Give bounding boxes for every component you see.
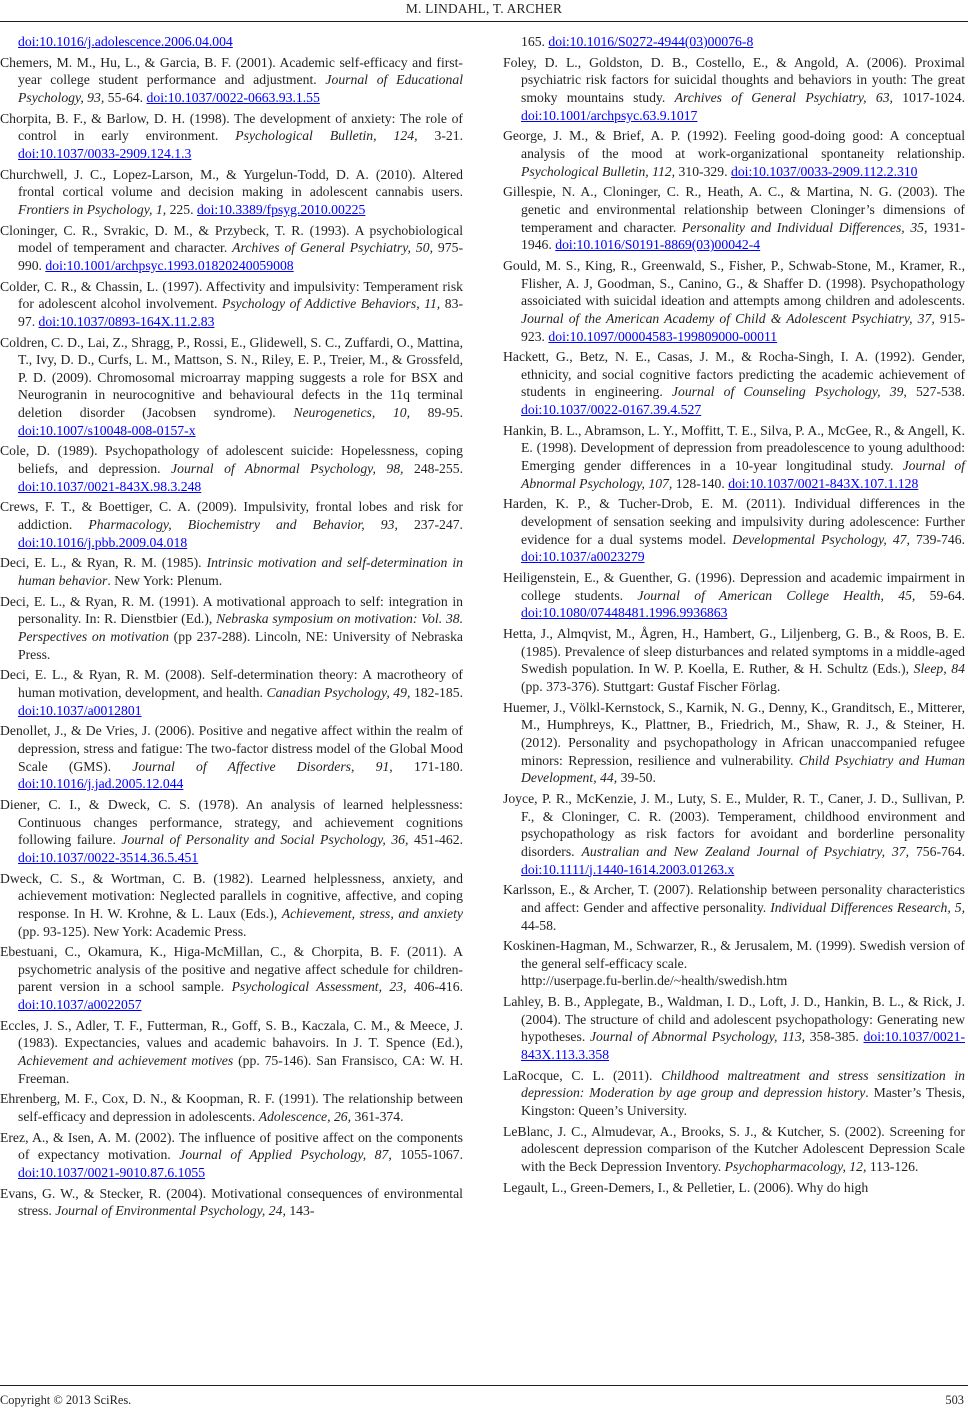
reference-column-right	[503, 33, 965, 1199]
reference-source-italic: Nebraska symposium on motivation: Vol. 38. Perspectives on motivation	[18, 611, 463, 644]
reference-source-italic: Individual Differences Research, 5,	[770, 899, 965, 915]
reference-source-italic: Neurogenetics, 10,	[293, 405, 411, 421]
reference-text: Legault, L., Green-Demers, I., & Pelletier, L. (2006). Why do high	[503, 1179, 869, 1195]
reference-source-italic: Journal of Environmental Psychology, 24,	[55, 1203, 286, 1219]
reference-text: 406-416.	[406, 979, 463, 995]
reference-source-italic: Journal of Abnormal Psychology, 98,	[171, 461, 404, 477]
reference-text: 182-185.	[410, 684, 463, 700]
reference-entry	[503, 993, 965, 1064]
reference-entry	[503, 495, 965, 566]
reference-text: Harden, K. P., & Tucher-Drob, E. M. (2011). Individual differences in the development of sensation seeking and impulsivity during adolescence: Further evidence for a dual systems model.	[503, 496, 965, 547]
doi-link[interactable]: doi:10.1037/0022-0663.93.1.55	[146, 89, 320, 105]
reference-entry	[0, 54, 463, 107]
reference-entry	[0, 1090, 463, 1125]
reference-source-italic: Intrinsic motivation and self-determination in human behavior	[18, 555, 463, 589]
reference-text: Hackett, G., Betz, N. E., Casas, J. M., & Rocha-Singh, I. A. (1992). Gender, ethnicity, and social cognitive factors predicting the academic achievement of students in engineering.	[503, 349, 965, 400]
reference-entry	[503, 33, 965, 51]
reference-source-italic: Developmental Psychology, 47,	[732, 531, 910, 547]
doi-link[interactable]: doi:10.1037/0033-2909.124.1.3	[18, 145, 192, 161]
reference-entry	[503, 625, 965, 696]
reference-source-italic: Adolescence, 26,	[258, 1109, 352, 1125]
reference-entry	[503, 348, 965, 419]
reference-source-italic: Journal of Abnormal Psychology, 113,	[589, 1029, 806, 1045]
reference-entry	[503, 881, 965, 934]
reference-text: 128-140.	[672, 475, 729, 491]
reference-text: 171-180.	[392, 758, 463, 774]
reference-text: 225.	[166, 201, 197, 217]
reference-entry	[0, 554, 463, 589]
reference-source-italic: Personality and Individual Differences, 35,	[681, 219, 928, 235]
reference-entry	[0, 666, 463, 719]
doi-link[interactable]: doi:10.1037/0021-843X.113.3.358	[521, 1029, 966, 1063]
reference-text: 915-923.	[521, 310, 965, 344]
reference-text: 451-462.	[408, 832, 463, 848]
reference-source-italic: Journal of Educational Psychology, 93,	[18, 72, 464, 105]
reference-source-italic: Journal of Affective Disorders, 91,	[132, 758, 393, 774]
reference-text: 248-255.	[403, 461, 463, 477]
doi-link[interactable]: doi:10.1037/0893-164X.11.2.83	[38, 313, 215, 329]
reference-text: 237-247.	[397, 517, 463, 533]
doi-link[interactable]: doi:10.1080/07448481.1996.9936863	[521, 605, 728, 621]
reference-entry	[0, 943, 463, 1014]
reference-source-italic: Achievement, stress, and anxiety	[281, 905, 464, 921]
reference-text: Deci, E. L., & Ryan, R. M. (1991). A motivational approach to self: integration in personality. In: R. Dienstbier (Ed.),	[0, 593, 463, 627]
reference-entry	[503, 1067, 965, 1120]
reference-text: Eccles, J. S., Adler, T. F., Futterman, R., Goff, S. B., Kaczala, C. M., & Meece, J. (1983). Expectancies, values and academic bahavoirs. In J. T. Spence (Ed.),	[0, 1017, 463, 1051]
reference-text: 739-746.	[909, 531, 965, 547]
reference-text: (pp. 75-146). San Fransisco, CA: W. H. Freeman.	[18, 1053, 463, 1086]
reference-source-italic: Journal of Personality and Social Psychology, 36,	[121, 832, 409, 848]
reference-source-italic: Childhood maltreatment and stress sensitization in depression: Moderation by age group and depression history	[521, 1067, 965, 1101]
reference-entry	[0, 796, 463, 867]
reference-url: http://userpage.fu-berlin.de/~health/swedish.htm	[521, 973, 788, 989]
reference-text: Lahley, B. B., Applegate, B., Waldman, I. D., Loft, J. D., Hankin, B. L., & Rick, J. (2004). The structure of child and adolescent psychopathology: Generating new hypotheses.	[503, 994, 965, 1045]
reference-text: 143-	[285, 1203, 315, 1219]
doi-link[interactable]: doi:10.1001/archpsyc.1993.01820240059008	[45, 257, 294, 273]
reference-text: 1017-1024.	[892, 89, 965, 105]
reference-entry	[0, 498, 463, 551]
reference-entry	[503, 257, 965, 345]
reference-text: 3-21.	[417, 128, 464, 144]
reference-entry	[503, 937, 965, 990]
doi-link[interactable]: doi:10.1037/0021-843X.107.1.128	[728, 475, 919, 491]
reference-entry	[0, 278, 463, 331]
doi-link[interactable]: doi:10.1001/archpsyc.63.9.1017	[521, 107, 698, 123]
reference-text: 358-385.	[805, 1029, 864, 1045]
doi-link[interactable]: doi:10.3389/fpsyg.2010.00225	[196, 201, 366, 217]
reference-source-italic: Psychological Bulletin, 124,	[235, 128, 418, 144]
reference-source-italic: Psychological Assessment, 23,	[231, 979, 407, 995]
reference-text: Hetta, J., Almqvist, M., Ågren, H., Hambert, G., Liljenberg, G. B., & Roos, B. E. (1985). Prevalence of sleep disturbances and related symptoms in a middle-aged Swedish population. In W. P. Koella, E. Ruther, & H. Schultz (Eds.),	[503, 626, 965, 677]
reference-text: Heiligenstein, E., & Guenther, G. (1996). Depression and academic impairment in college students.	[503, 570, 965, 603]
reference-text: Deci, E. L., & Ryan, R. M. (2008). Self-determination theory: A macrotheory of human motivation, development, and health.	[0, 667, 463, 700]
reference-text: (pp. 93-125). New York: Academic Press.	[18, 923, 247, 939]
reference-source-italic: Journal of American College Health, 45,	[637, 587, 916, 603]
reference-text: Erez, A., & Isen, A. M. (2002). The influence of positive affect on the components of expectancy motivation.	[0, 1129, 463, 1163]
reference-entry	[0, 442, 463, 495]
reference-source-italic: Journal of the American Academy of Child & Adolescent Psychiatry, 37,	[521, 310, 935, 326]
reference-entry	[503, 183, 965, 254]
doi-link[interactable]: doi:10.1016/S0191-8869(03)00042-4	[555, 237, 761, 253]
reference-text: Huemer, J., Völkl-Kernstock, S., Karnik, N. G., Denny, K., Granditsch, E., Mitterer, M., Humphreys, K., Plattner, B., Friedrich, M., Shaw, R. J., & Steiner, H. (2012). Personality and psychopathology in African unaccompanied refugee minors: Repression, resilience and vulnerability.	[503, 699, 965, 768]
reference-text: Diener, C. I., & Dweck, C. S. (1978). An analysis of learned helplessness: Continuous changes performance, strategy, and achievement cognitions following failure.	[0, 796, 463, 848]
reference-entry	[0, 593, 463, 664]
reference-text: 55-64.	[104, 89, 147, 105]
reference-source-italic: Sleep, 84	[913, 661, 965, 677]
reference-text: (pp. 373-376). Stuttgart: Gustaf Fischer Förlag.	[521, 678, 781, 694]
reference-text: 165.	[521, 34, 549, 49]
reference-source-italic: Pharmacology, Biochemistry and Behavior, 93,	[88, 517, 398, 533]
reference-text: Ebestuani, C., Okamura, K., Higa-McMillan, C., & Chorpita, B. F. (2011). A psychometric analysis of the positive and negative affect schedule for children-parent version in a school sample.	[0, 944, 463, 995]
reference-text: Dweck, C. S., & Wortman, C. B. (1982). Learned helplessness, anxiety, and achievement motivation: Neglected parallels in cognitive, affective, and coping response. In H. W. Krohne, & L. Laux (Eds.),	[0, 870, 463, 921]
reference-text: 44-58.	[521, 917, 557, 933]
reference-entry	[0, 33, 463, 51]
reference-source-italic: Journal of Abnormal Psychology, 107,	[521, 458, 965, 491]
doi-link[interactable]: doi:10.1037/a0012801	[18, 702, 142, 718]
reference-text: 83-97.	[18, 296, 464, 329]
reference-source-italic: Psychology of Addictive Behaviors, 11,	[221, 296, 441, 312]
reference-text: 113-126.	[866, 1159, 919, 1175]
reference-text: 39-50.	[617, 770, 656, 786]
doi-link[interactable]: doi:10.1037/0022-0167.39.4.527	[521, 402, 702, 418]
reference-text: 756-764.	[909, 843, 965, 859]
reference-text: Ehrenberg, M. F., Cox, D. N., & Koopman, R. F. (1991). The relationship between self-efficacy and depression in adolescents.	[0, 1091, 463, 1125]
reference-entry	[0, 870, 463, 941]
reference-text: 527-538.	[906, 384, 966, 400]
reference-text: Chemers, M. M., Hu, L., & Garcia, B. F. (2001). Academic self-efficacy and first-year college student performance and adjustment.	[0, 54, 463, 88]
doi-link[interactable]: doi:10.1037/a0022057	[18, 997, 142, 1013]
reference-text: 1931-1946.	[521, 219, 965, 253]
doi-link[interactable]: doi:10.1037/0021-9010.87.6.1055	[18, 1165, 206, 1181]
reference-text: 975-990.	[18, 240, 463, 273]
reference-text: (pp 237-288). Lincoln, NE: University of Nebraska Press.	[18, 629, 463, 662]
reference-entry	[503, 790, 965, 878]
reference-text: Crews, F. T., & Boettiger, C. A. (2009). Impulsivity, frontal lobes and risk for addiction.	[0, 499, 463, 533]
reference-source-italic: Journal of Applied Psychology, 87,	[179, 1147, 392, 1163]
reference-text: Colder, C. R., & Chassin, L. (1997). Affectivity and impulsivity: Temperament risk for adolescent alcohol involvement.	[0, 278, 463, 312]
reference-text: LaRocque, C. L. (2011).	[503, 1067, 662, 1083]
reference-source-italic: Psychopharmacology, 12,	[724, 1159, 867, 1175]
reference-source-italic: Frontiers in Psychology, 1,	[18, 201, 167, 217]
reference-text: Gillespie, N. A., Cloninger, C. R., Heath, A. C., & Martina, N. G. (2003). The genetic and environmental relationship between Cloninger’s dimensions of temperament and character.	[503, 184, 965, 235]
reference-entry	[0, 110, 463, 163]
reference-entry	[0, 1017, 463, 1088]
reference-entry	[0, 222, 463, 275]
reference-entry	[503, 1179, 965, 1197]
reference-text: Deci, E. L., & Ryan, R. M. (1985).	[0, 555, 207, 571]
reference-source-italic: Canadian Psychology, 49,	[266, 684, 411, 700]
reference-text: 1055-1067.	[391, 1147, 463, 1163]
reference-entry	[503, 127, 965, 180]
reference-text: LeBlanc, J. C., Almudevar, A., Brooks, S. J., & Kutcher, S. (2002). Screening for adolescent depression comparison of the Kutcher Adolescent Depression Scale with the Beck Depression Inventory.	[503, 1123, 965, 1175]
doi-link[interactable]: doi:10.1016/j.pbb.2009.04.018	[18, 534, 188, 550]
page-number: 503	[945, 1393, 964, 1407]
doi-link[interactable]: doi:10.1016/j.jad.2005.12.044	[18, 776, 184, 792]
reference-text: Cloninger, C. R., Svrakic, D. M., & Przybeck, T. R. (1993). A psychobiological model of temperament and character.	[0, 222, 463, 256]
reference-text: Evans, G. W., & Stecker, R. (2004). Motivational consequences of environmental stress.	[0, 1185, 463, 1219]
reference-text: . New York: Plenum.	[107, 573, 223, 589]
reference-text: . Master’s Thesis, Kingston: Queen’s University.	[521, 1085, 965, 1119]
reference-source-italic: Archives of General Psychiatry, 50,	[232, 240, 433, 256]
copyright-notice: Copyright © 2013 SciRes.	[0, 1393, 132, 1407]
reference-text: 310-329.	[675, 163, 731, 179]
doi-link[interactable]: doi:10.1016/S0272-4944(03)00076-8	[548, 34, 754, 49]
reference-text: Chorpita, B. F., & Barlow, D. H. (1998). The development of anxiety: The role of control in early environment.	[0, 110, 463, 144]
reference-column-left	[0, 33, 463, 1223]
doi-link[interactable]: doi:10.1037/0022-3514.36.5.451	[18, 849, 199, 865]
doi-link[interactable]: doi:10.1037/0033-2909.112.2.310	[730, 163, 918, 179]
reference-source-italic: Australian and New Zealand Journal of Psychiatry, 37,	[581, 843, 910, 859]
reference-text: Karlsson, E., & Archer, T. (2007). Relationship between personality characteristics and affect: Gender and affective personality.	[503, 882, 965, 915]
doi-link[interactable]: doi:10.1097/00004583-199809000-00011	[548, 328, 778, 344]
footer-rule	[0, 1385, 968, 1386]
reference-text: 59-64.	[915, 587, 965, 603]
doi-link[interactable]: doi:10.1111/j.1440-1614.2003.01263.x	[521, 861, 735, 877]
reference-entry	[503, 699, 965, 787]
reference-source-italic: Psychological Bulletin, 112,	[521, 163, 676, 179]
reference-text: Joyce, P. R., McKenzie, J. M., Luty, S. E., Mulder, R. T., Caner, J. D., Sullivan, P. F., & Cloninger, C. R. (2003). Temperament, childhood environment and psychopathology as risk factors for avoidant and borderline personality disorders.	[503, 790, 965, 859]
reference-text: 89-95.	[410, 405, 463, 421]
reference-entry	[0, 722, 463, 793]
reference-text: George, J. M., & Brief, A. P. (1992). Feeling good-doing good: A conceptual analysis of the mood at work-organizational spontaneity relationship.	[503, 128, 965, 161]
reference-entry	[0, 1185, 463, 1220]
reference-source-italic: Archives of General Psychiatry, 63,	[674, 89, 893, 105]
reference-text: Gould, M. S., King, R., Greenwald, S., Fisher, P., Schwab-Stone, M., Kramer, R., Flisher, A. J, Goodman, S., Canino, G., & Shaffer D. (1998). Psychopathology assoiciated with suicidal ideation and attempts among children and adolescents.	[503, 257, 965, 309]
reference-text: Hankin, B. L., Abramson, L. Y., Moffitt, T. E., Silva, P. A., McGee, R., & Angell, K. E. (1998). Development of depression from preadolescence to young adulthood: Emerging gender differences in a 10-year longitudinal study.	[503, 422, 965, 474]
reference-entry	[503, 1123, 965, 1176]
reference-text: Koskinen-Hagman, M., Schwarzer, R., & Jerusalem, M. (1999). Swedish version of the general self-efficacy scale.	[503, 938, 965, 971]
reference-source-italic: Journal of Counseling Psychology, 39,	[671, 384, 907, 400]
reference-entry	[503, 569, 965, 622]
reference-text: Churchwell, J. C., Lopez-Larson, M., & Yurgelun-Todd, D. A. (2010). Altered frontal cortical volume and decision making in adolescent cannabis users.	[0, 166, 463, 200]
header-rule	[0, 21, 968, 22]
reference-text: Foley, D. L., Goldston, D. B., Costello, E., & Angold, A. (2006). Proximal psychiatric risk factors for suicidal thoughts and behaviors in youth: The great smoky mountains study.	[503, 54, 965, 105]
reference-source-italic: Child Psychiatry and Human Development, 44,	[521, 752, 965, 786]
doi-link[interactable]: doi:10.1037/0021-843X.98.3.248	[18, 478, 202, 494]
reference-source-italic: Achievement and achievement motives	[18, 1053, 234, 1069]
reference-entry	[0, 166, 463, 219]
reference-text: 361-374.	[351, 1109, 404, 1125]
reference-entry	[503, 422, 965, 493]
reference-text: Cole, D. (1989). Psychopathology of adolescent suicide: Hopelessness, coping beliefs, and depression.	[0, 443, 463, 477]
doi-link[interactable]: doi:10.1016/j.adolescence.2006.04.004	[18, 34, 233, 49]
reference-text: Denollet, J., & De Vries, J. (2006). Positive and negative affect within the realm of depression, stress and fatigue: The two-factor distress model of the Global Mood Scale (GMS).	[0, 723, 463, 774]
doi-link[interactable]: doi:10.1007/s10048-008-0157-x	[18, 422, 196, 438]
running-head: M. LINDAHL, T. ARCHER	[405, 1, 563, 16]
doi-link[interactable]: doi:10.1037/a0023279	[521, 549, 645, 565]
reference-entry	[0, 1129, 463, 1182]
reference-entry	[0, 334, 463, 440]
reference-entry	[503, 54, 965, 125]
reference-text: Coldren, C. D., Lai, Z., Shragg, P., Rossi, E., Glidewell, S. C., Zuffardi, O., Mattina, T., Ivy, D. D., Curfs, L. M., Mattson, S. N., Riley, E. P., Treier, M., & Grossfeld, P. D. (2009). Chromosomal microarray mapping suggests a role for BSX and Neurogranin in neurocognitive and behavioural defects in the 11q terminal deletion disorder (Jacobsen syndrome).	[0, 334, 463, 421]
